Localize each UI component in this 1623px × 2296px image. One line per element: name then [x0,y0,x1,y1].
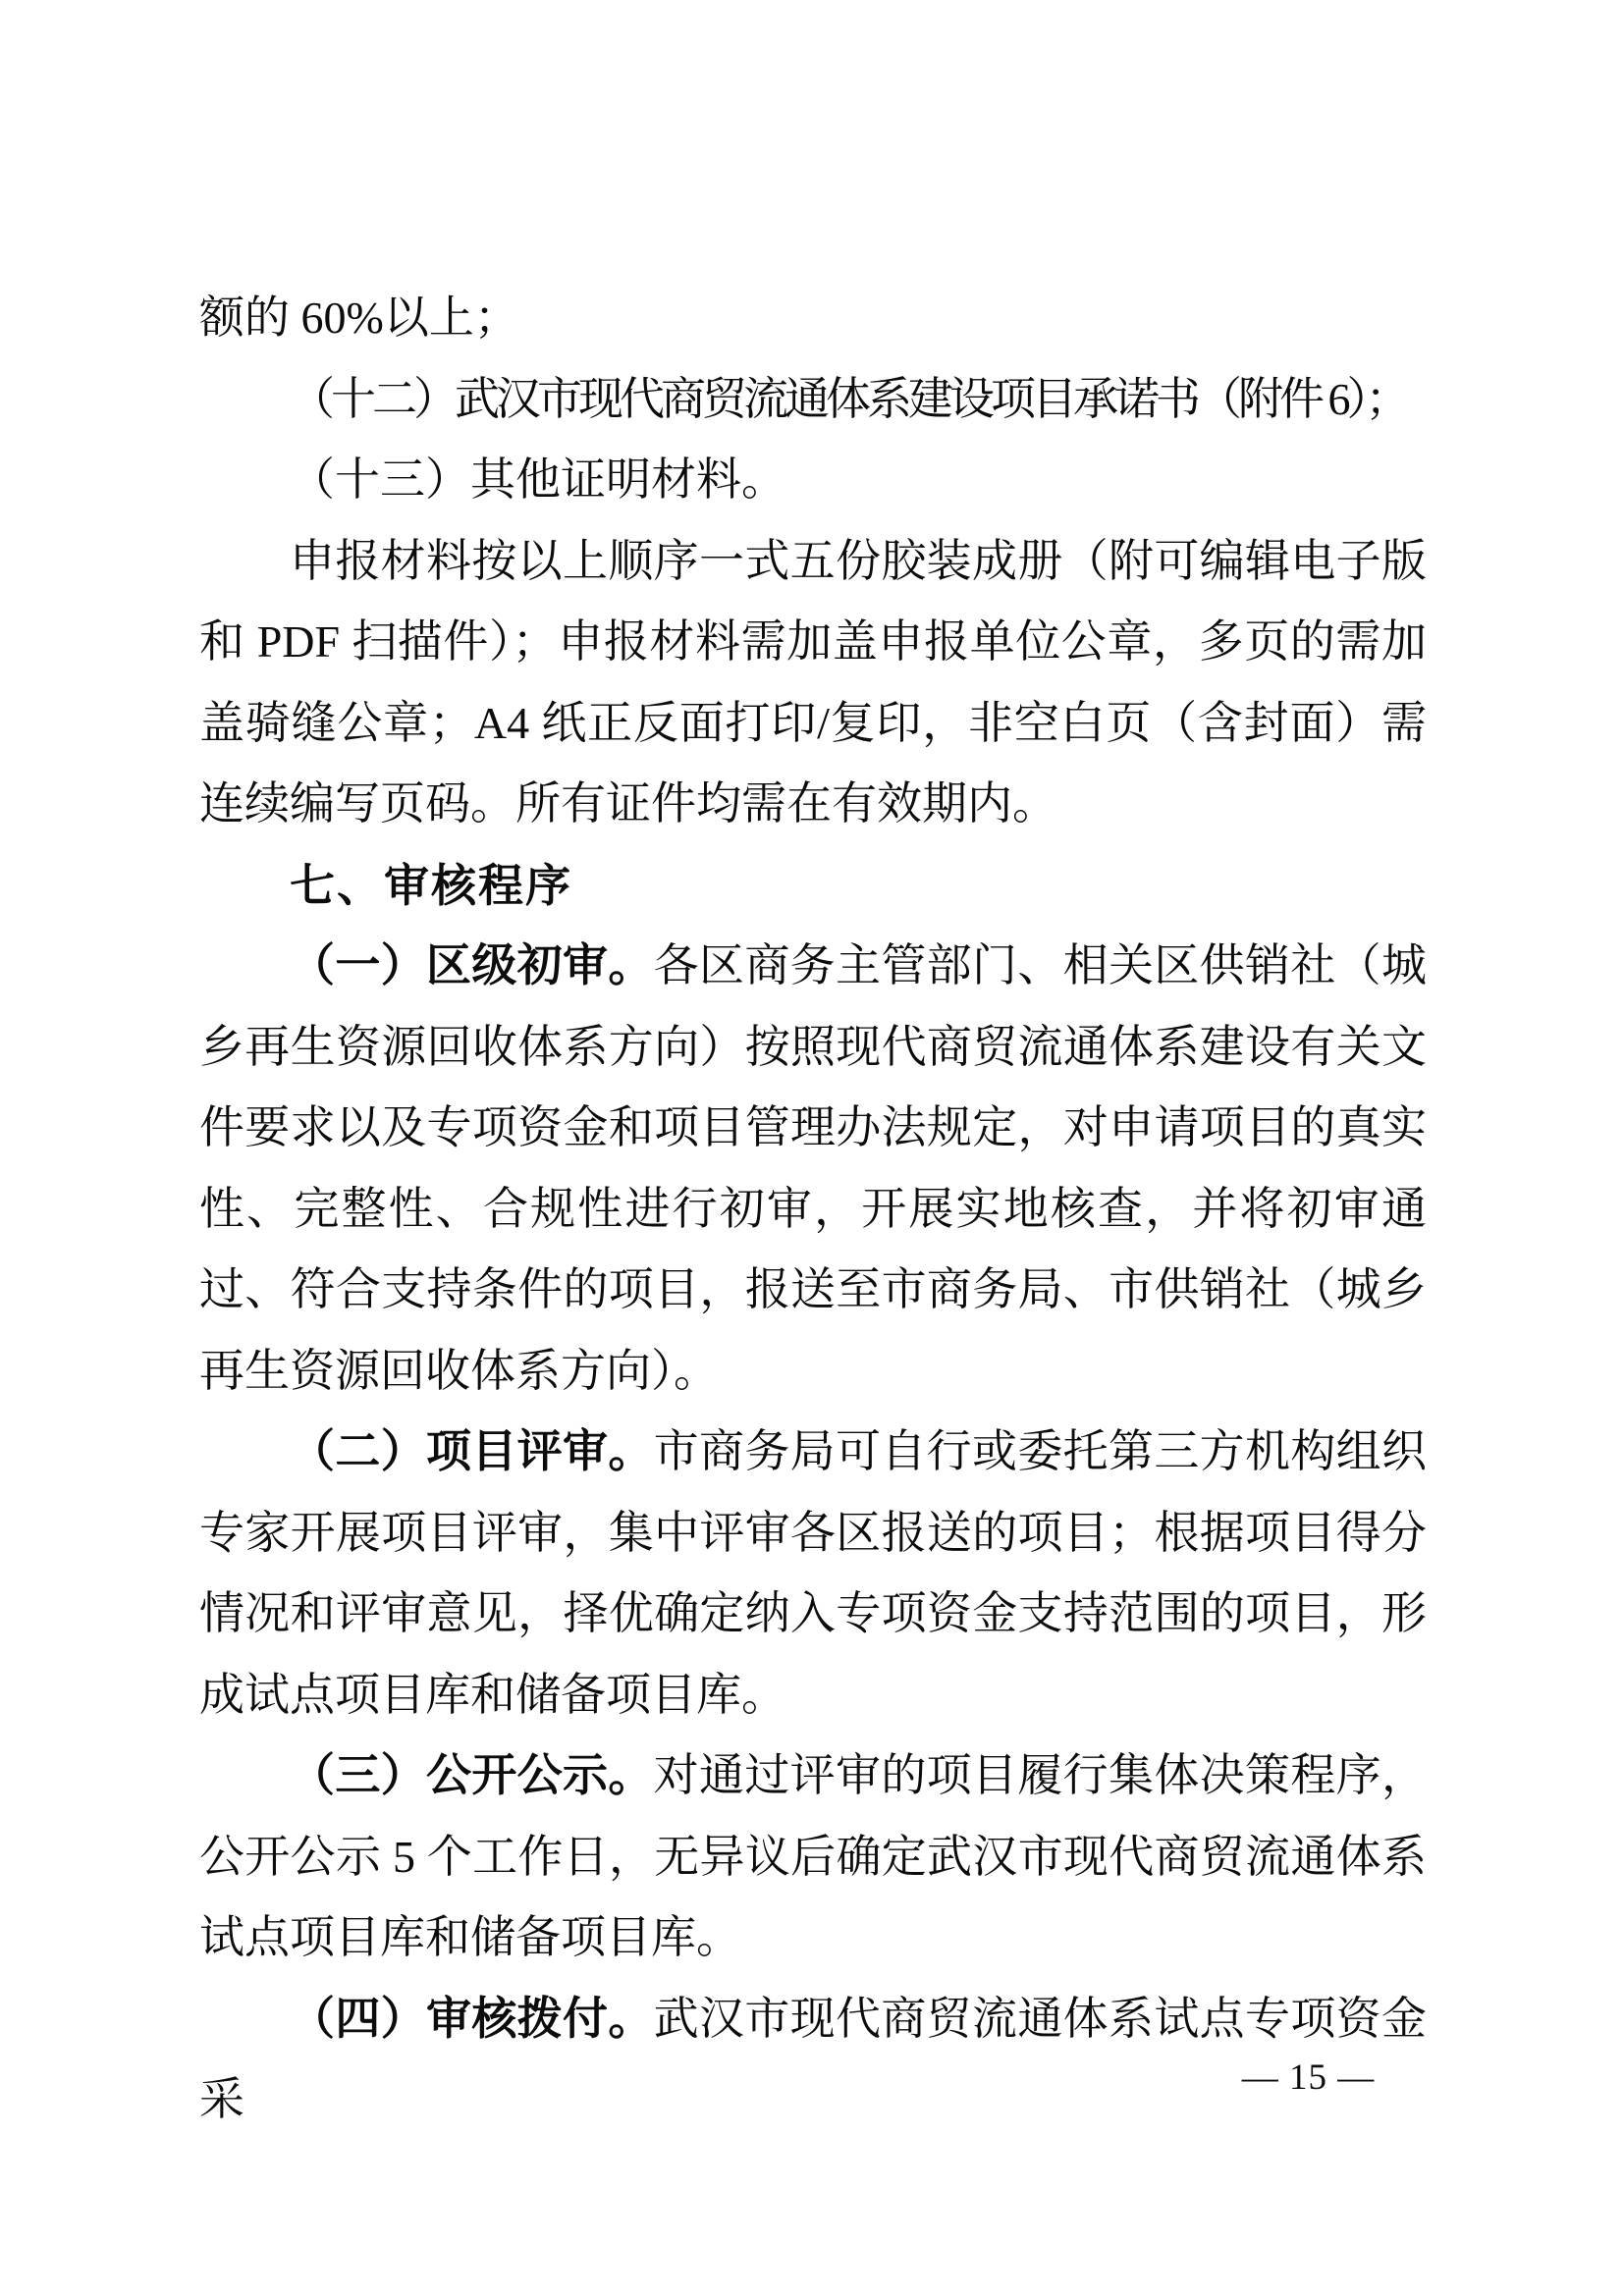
paragraph-text-district-initial-review: 各区商务主管部门、相关区供销社（城乡再生资源回收体系方向）按照现代商贸流通体系建设有关文件要求以及专项资金和项目管理办法规定，对申请项目的真实性、完整性、合规性进行初审，开展实地核查，并将初审通过、符合支持条件的项目，报送至市商务局、市供销社（城乡再生资源回收体系方向）。 [199,940,1428,1396]
paragraph-district-initial-review [199,926,1427,1412]
paragraph-text-project-evaluation: 市商务局可自行或委托第三方机构组织专家开展项目评审，集中评审各区报送的项目；根据项目得分情况和评审意见，择优确定纳入专项资金支持范围的项目，形成试点项目库和储备项目库。 [199,1426,1428,1720]
paragraph-text-public-notice: 对通过评审的项目履行集体决策程序，公开公示 5 个工作日，无异议后确定武汉市现代商贸流通体系试点项目库和储备项目库。 [199,1750,1428,1962]
paragraph-item-13: （十三）其他证明材料。 [290,454,786,505]
paragraph-item-12: （十二）武汉市现代商贸流通体系建设项目承诺书（附件 6）； [290,373,1407,424]
paragraph-lead-project-evaluation: （二）项目评审。 [290,1426,654,1476]
paragraph-continuation: 额的 60%以上； [199,293,519,343]
paragraph-materials-instructions: 申报材料按以上顺序一式五份胶装成册（附可编辑电子版和 PDF 扫描件）；申报材料需加盖申报单位公章，多页的需加盖骑缝公章；A4 纸正反面打印/复印，非空白页（含封面）需连续编写页码。所有证件均需在有效期内。 [199,535,1427,828]
document-body [199,278,1427,2141]
page-number: — 15 — [1241,2057,1376,2098]
paragraph-lead-district-initial-review: （一）区级初审。 [290,940,654,990]
section-heading-review-procedure: 七、审核程序 [290,859,572,911]
paragraph-text-review-disbursement: 武汉市现代商贸流通体系试点专项资金采 [199,1993,1428,2124]
paragraph-project-evaluation [199,1412,1427,1735]
paragraph-lead-public-notice: （三）公开公示。 [290,1750,654,1800]
paragraph-lead-review-disbursement: （四）审核拨付。 [290,1993,654,2044]
paragraph-public-notice [199,1735,1427,1979]
